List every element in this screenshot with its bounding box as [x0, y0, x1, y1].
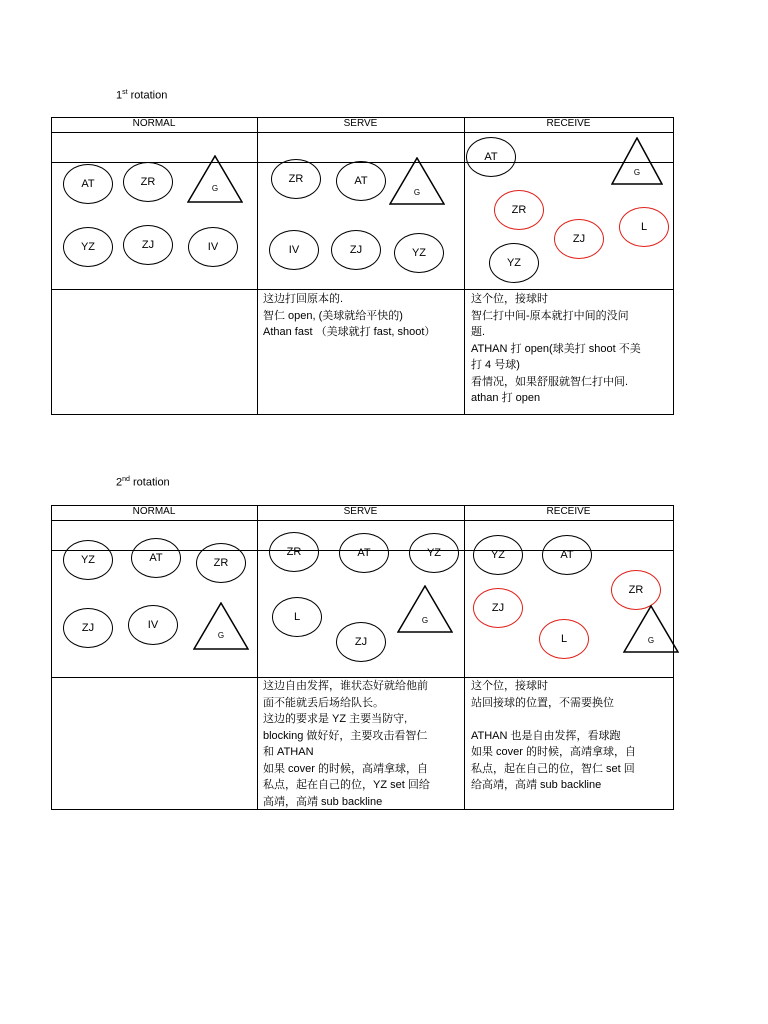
triangle-shape — [193, 602, 249, 650]
player-circle: ZJ — [473, 588, 523, 628]
table-line — [51, 520, 674, 521]
player-triangle — [193, 602, 249, 650]
header-normal: NORMAL — [132, 506, 176, 517]
triangle-label: G — [421, 616, 429, 625]
triangle-shape — [187, 155, 243, 203]
player-circle: ZJ — [63, 608, 113, 648]
player-circle: AT — [339, 533, 389, 573]
triangle-label: G — [211, 184, 219, 193]
rotation-1-suffix: st — [122, 89, 128, 96]
player-circle: ZJ — [331, 230, 381, 270]
player-circle: ZR — [271, 159, 321, 199]
table-line — [51, 505, 52, 810]
triangle-label: G — [413, 188, 421, 197]
player-circle: ZJ — [554, 219, 604, 259]
table-line — [257, 117, 258, 415]
header-receive: RECEIVE — [546, 118, 591, 129]
header-normal: NORMAL — [132, 118, 176, 129]
player-triangle — [397, 585, 453, 633]
table-line — [51, 289, 674, 290]
player-circle: ZJ — [336, 622, 386, 662]
player-circle: ZR — [611, 570, 661, 610]
header-serve: SERVE — [343, 118, 378, 129]
player-circle: IV — [128, 605, 178, 645]
receive-notes: 这个位，接球时 智仁打中间-原本就打中间的没问 题. ATHAN 打 open(球美打 shoot 不美 打 4 号球) 看情况，如果舒服就智仁打中间. athan 打 open — [471, 293, 641, 404]
header-serve: SERVE — [343, 506, 378, 517]
player-circle: YZ — [394, 233, 444, 273]
player-circle: YZ — [63, 540, 113, 580]
rotation-1-title — [116, 89, 167, 102]
player-triangle — [187, 155, 243, 203]
triangle-shape — [611, 137, 663, 185]
triangle-shape — [397, 585, 453, 633]
player-circle: AT — [131, 538, 181, 578]
receive-notes: 这个位，接球时 站回接球的位置，不需要换位 ATHAN 也是自由发挥，看球跑 如果 cover 的时候，高靖拿球，自 私点，起在自己的位，智仁 set 回 给高靖，高靖 sub backline — [471, 680, 637, 791]
player-circle: ZR — [123, 162, 173, 202]
player-circle: AT — [63, 164, 113, 204]
player-circle: AT — [466, 137, 516, 177]
player-circle: YZ — [63, 227, 113, 267]
table-line — [257, 505, 258, 810]
rotation-2-title — [116, 476, 170, 489]
triangle-shape — [389, 157, 445, 205]
table-line — [51, 414, 674, 415]
serve-notes: 这边打回原本的. 智仁 open, (美球就给平快的) Athan fast （美球就打 fast, shoot） — [263, 293, 436, 338]
triangle-label: G — [633, 168, 641, 177]
player-circle: IV — [269, 230, 319, 270]
player-triangle — [611, 137, 663, 185]
header-receive: RECEIVE — [546, 506, 591, 517]
player-circle: AT — [336, 161, 386, 201]
rotation-2-ordinal: 2 — [116, 476, 123, 489]
player-circle: YZ — [409, 533, 459, 573]
player-circle: ZJ — [123, 225, 173, 265]
table-line — [51, 132, 674, 133]
table-line — [464, 505, 465, 810]
player-circle: YZ — [489, 243, 539, 283]
rotation-1-ordinal: 1 — [116, 89, 123, 102]
rotation-2-word: rotation — [132, 476, 170, 489]
triangle-shape — [623, 605, 679, 653]
table-line — [673, 505, 674, 810]
rotation-2-suffix: nd — [122, 476, 130, 483]
player-triangle — [389, 157, 445, 205]
table-line — [51, 117, 52, 415]
player-circle: L — [619, 207, 669, 247]
rotation-1-table — [51, 117, 674, 415]
table-line — [464, 117, 465, 415]
table-line — [673, 117, 674, 415]
rotation-1-word: rotation — [130, 89, 168, 102]
serve-notes: 这边自由发挥，谁状态好就给他前 面不能就丢后场给队长。 这边的要求是 YZ 主要当防守, blocking 做好好，主要攻击看智仁 和 ATHAN 如果 cover 的时候，高靖拿球，自 私点，起在自己的位，YZ set 回给 高靖，高靖 sub backline — [263, 680, 430, 808]
player-circle: ZR — [269, 532, 319, 572]
player-circle: YZ — [473, 535, 523, 575]
player-circle: ZR — [494, 190, 544, 230]
player-circle: L — [539, 619, 589, 659]
player-circle: ZR — [196, 543, 246, 583]
player-circle: AT — [542, 535, 592, 575]
triangle-label: G — [217, 631, 225, 640]
rotation-2-table — [51, 505, 674, 810]
player-triangle — [623, 605, 679, 653]
triangle-label: G — [647, 636, 655, 645]
player-circle: IV — [188, 227, 238, 267]
player-circle: L — [272, 597, 322, 637]
